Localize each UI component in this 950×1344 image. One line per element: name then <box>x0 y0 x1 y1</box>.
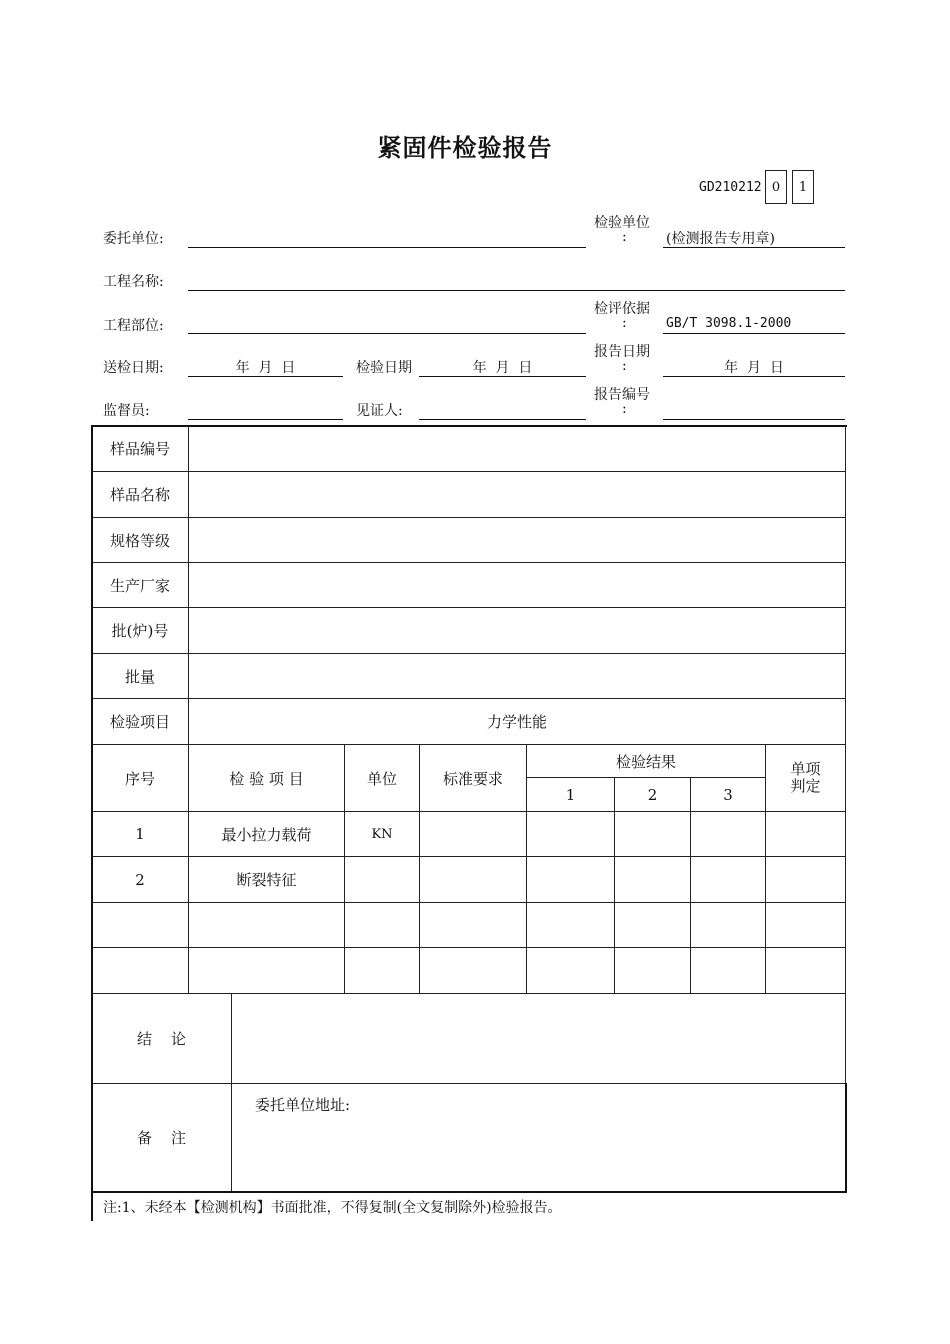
col-standard: 标准要求 <box>442 769 503 788</box>
client-field[interactable] <box>188 247 586 248</box>
sample-value-2[interactable] <box>189 472 845 517</box>
row-3-seq <box>92 903 188 947</box>
conclusion-field[interactable] <box>232 994 845 1083</box>
row-1-unit: KN <box>371 826 393 842</box>
row-2-seq: 2 <box>135 870 145 889</box>
report-code-digit-2[interactable]: 1 <box>792 170 814 204</box>
lab-field[interactable] <box>663 247 845 248</box>
submit-date-field[interactable] <box>188 376 343 377</box>
remarks-client-address-label: 委托单位地址: <box>255 1096 351 1114</box>
sample-label-2: 样品名称 <box>109 486 170 504</box>
sample-label-5: 批(炉)号 <box>111 622 169 640</box>
row-1-item: 最小拉力载荷 <box>221 825 312 844</box>
test-date-label: 检验日期 <box>356 360 412 376</box>
report-no-label: 报告编号 <box>594 387 650 403</box>
project-part-field[interactable] <box>188 333 586 334</box>
row-2-item: 断裂特征 <box>236 871 297 889</box>
col-result-3: 3 <box>723 785 733 804</box>
footnote: 注:1、未经本【检测机构】书面批准，不得复制(全文复制除外)检验报告。 <box>103 1200 562 1216</box>
col-result-2: 2 <box>647 785 658 804</box>
sample-value-1[interactable] <box>189 426 845 471</box>
lab-label: 检验单位 <box>594 215 650 231</box>
col-verdict <box>766 745 845 811</box>
submit-date-label: 送检日期: <box>103 360 164 376</box>
col-unit: 单位 <box>366 769 397 788</box>
sample-label-1: 样品编号 <box>109 440 170 458</box>
report-no-field[interactable] <box>663 419 845 420</box>
project-name-label: 工程名称: <box>103 274 164 290</box>
report-date-label-colon: : <box>622 358 627 374</box>
sample-value-3[interactable] <box>189 518 845 562</box>
row-4-seq <box>92 948 188 993</box>
test-item-value: 力学性能 <box>486 713 547 731</box>
submit-date-value: 年 月 日 <box>235 360 296 376</box>
remarks-label: 备 注 <box>136 1129 187 1147</box>
report-date-field[interactable] <box>663 376 845 377</box>
basis-label: 检评依据 <box>594 301 650 317</box>
row-1-seq: 1 <box>135 825 145 843</box>
report-date-value: 年 月 日 <box>724 360 784 376</box>
basis-label-colon: : <box>622 315 627 331</box>
sample-value-5[interactable] <box>189 608 845 653</box>
col-seq: 序号 <box>124 769 155 788</box>
row-4-unit <box>345 948 419 993</box>
test-date-field[interactable] <box>419 376 586 377</box>
project-name-field[interactable] <box>188 290 845 291</box>
lab-value: (检测报告专用章) <box>666 231 775 247</box>
col-verdict-line1: 单项 <box>790 760 821 778</box>
sample-value-4[interactable] <box>189 563 845 607</box>
lab-label-colon: : <box>622 229 627 245</box>
row-4-item <box>189 948 344 993</box>
row-3-item <box>189 903 344 947</box>
sample-label-3: 规格等级 <box>109 531 170 550</box>
basis-field[interactable] <box>663 333 845 334</box>
witness-field[interactable] <box>419 419 586 420</box>
sample-value-6[interactable] <box>189 654 845 698</box>
report-code-prefix: GD210212 <box>699 180 762 195</box>
supervisor-field[interactable] <box>188 419 343 420</box>
col-result-1: 1 <box>565 785 576 804</box>
report-no-label-colon: : <box>622 401 627 417</box>
client-label: 委托单位: <box>103 231 164 247</box>
witness-label: 见证人: <box>356 403 403 419</box>
page-title: 紧固件检验报告 <box>377 134 553 162</box>
project-part-label: 工程部位: <box>103 318 164 334</box>
sample-label-6: 批量 <box>124 667 155 686</box>
row-3-unit <box>345 903 419 947</box>
col-verdict-line2: 判定 <box>790 777 821 795</box>
col-item: 检 验 项 目 <box>229 769 304 788</box>
row-2-unit <box>345 857 419 902</box>
report-date-label: 报告日期 <box>594 344 650 360</box>
supervisor-label: 监督员: <box>103 403 150 419</box>
col-results: 检验结果 <box>615 752 676 771</box>
sample-label-4: 生产厂家 <box>109 576 170 595</box>
basis-value: GB/T 3098.1-2000 <box>666 316 792 331</box>
conclusion-label: 结 论 <box>136 1030 187 1048</box>
test-item-label: 检验项目 <box>109 713 170 731</box>
report-code-digit-1[interactable]: 0 <box>765 170 787 204</box>
test-date-value: 年 月 日 <box>472 360 533 376</box>
